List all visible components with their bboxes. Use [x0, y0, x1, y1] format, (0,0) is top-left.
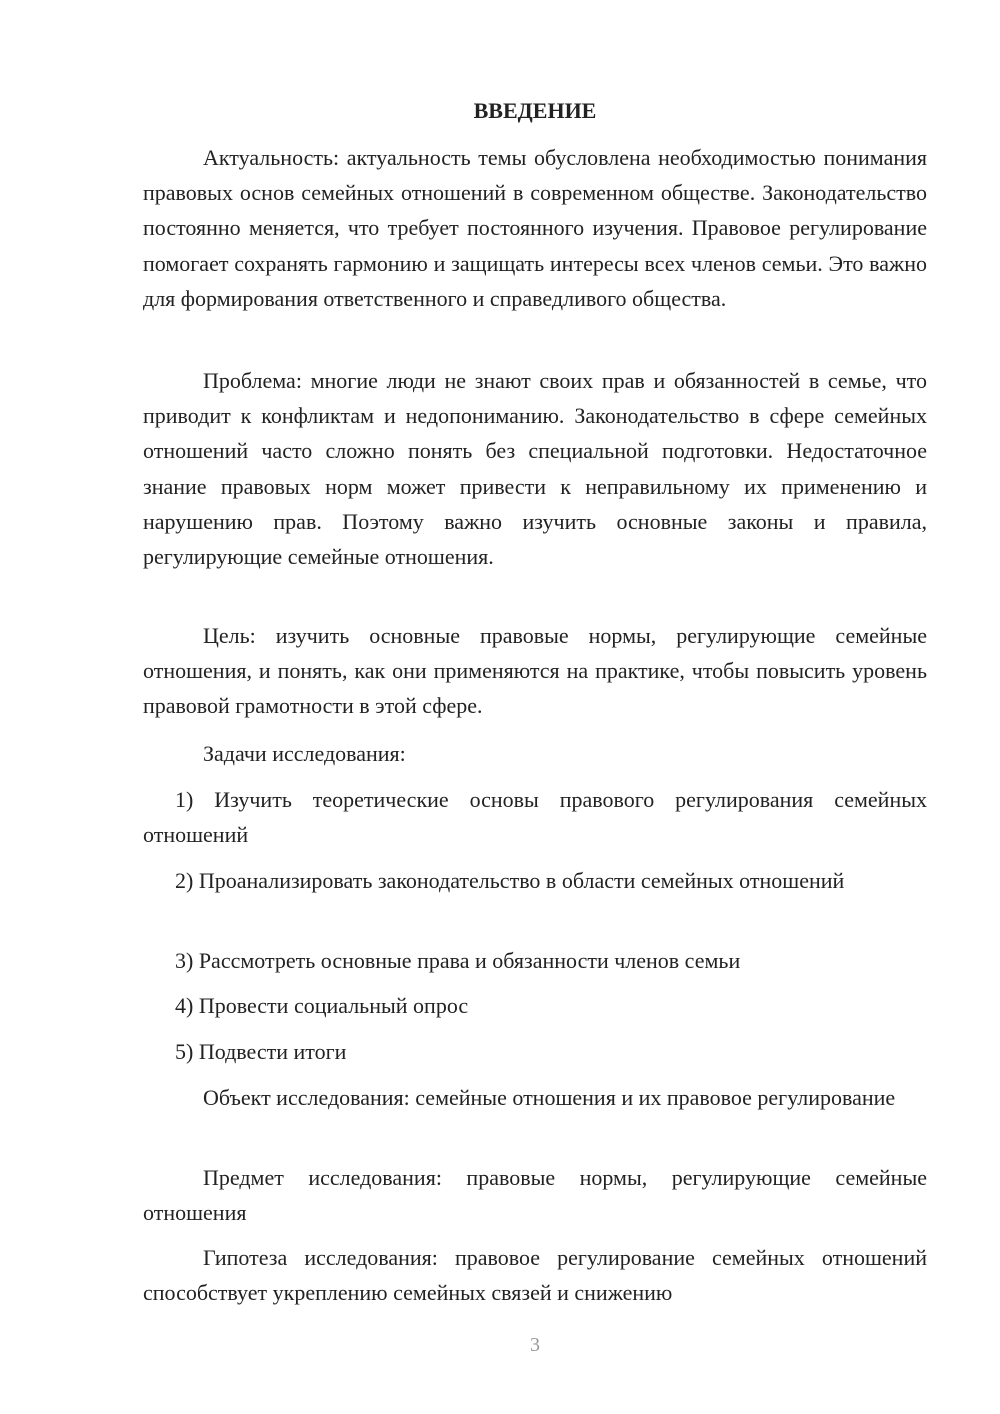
task-item: 3) Рассмотреть основные права и обязанности членов семьи [175, 948, 741, 973]
paragraph-relevance: Актуальность: актуальность темы обусловлена необходимостью понимания правовых основ семейных отношений в современном обществе. Законодательство постоянно меняется, что требует постоянного изучения. Правовое регулирование помогает сохранять гармонию и защищать интересы всех членов семьи. Это важно для формирования ответственного и справедливого общества. [143, 145, 927, 311]
paragraph-tasks-heading: Задачи исследования: [203, 741, 406, 766]
task-item: 5) Подвести итоги [175, 1039, 347, 1064]
paragraph-goal: Цель: изучить основные правовые нормы, регулирующие семейные отношения, и понять, как они применяются на практике, чтобы повысить уровень правовой грамотности в этой сфере. [143, 623, 927, 719]
task-item: 1) Изучить теоретические основы правового регулирования семейных отношений [143, 787, 927, 848]
page-title: ВВЕДЕНИЕ [473, 98, 597, 123]
paragraph-hypothesis: Гипотеза исследования: правовое регулирование семейных отношений способствует укреплению семейных связей и снижению [143, 1245, 927, 1306]
task-item: 2) Проанализировать законодательство в области семейных отношений [175, 868, 845, 893]
task-item: 4) Провести социальный опрос [175, 993, 469, 1018]
paragraph-subject: Предмет исследования: правовые нормы, регулирующие семейные отношения [143, 1165, 927, 1226]
paragraph-object: Объект исследования: семейные отношения и их правовое регулирование [203, 1085, 896, 1110]
paragraph-problem: Проблема: многие люди не знают своих прав и обязанностей в семье, что приводит к конфликтам и недопониманию. Законодательство в сфере семейных отношений часто сложно понять без специальной подготовки. Недостаточное знание правовых норм может привести к неправильному их применению и нарушению прав. Поэтому важно изучить основные законы и правила, регулирующие семейные отношения. [143, 368, 927, 570]
page-number: 3 [530, 1334, 540, 1356]
